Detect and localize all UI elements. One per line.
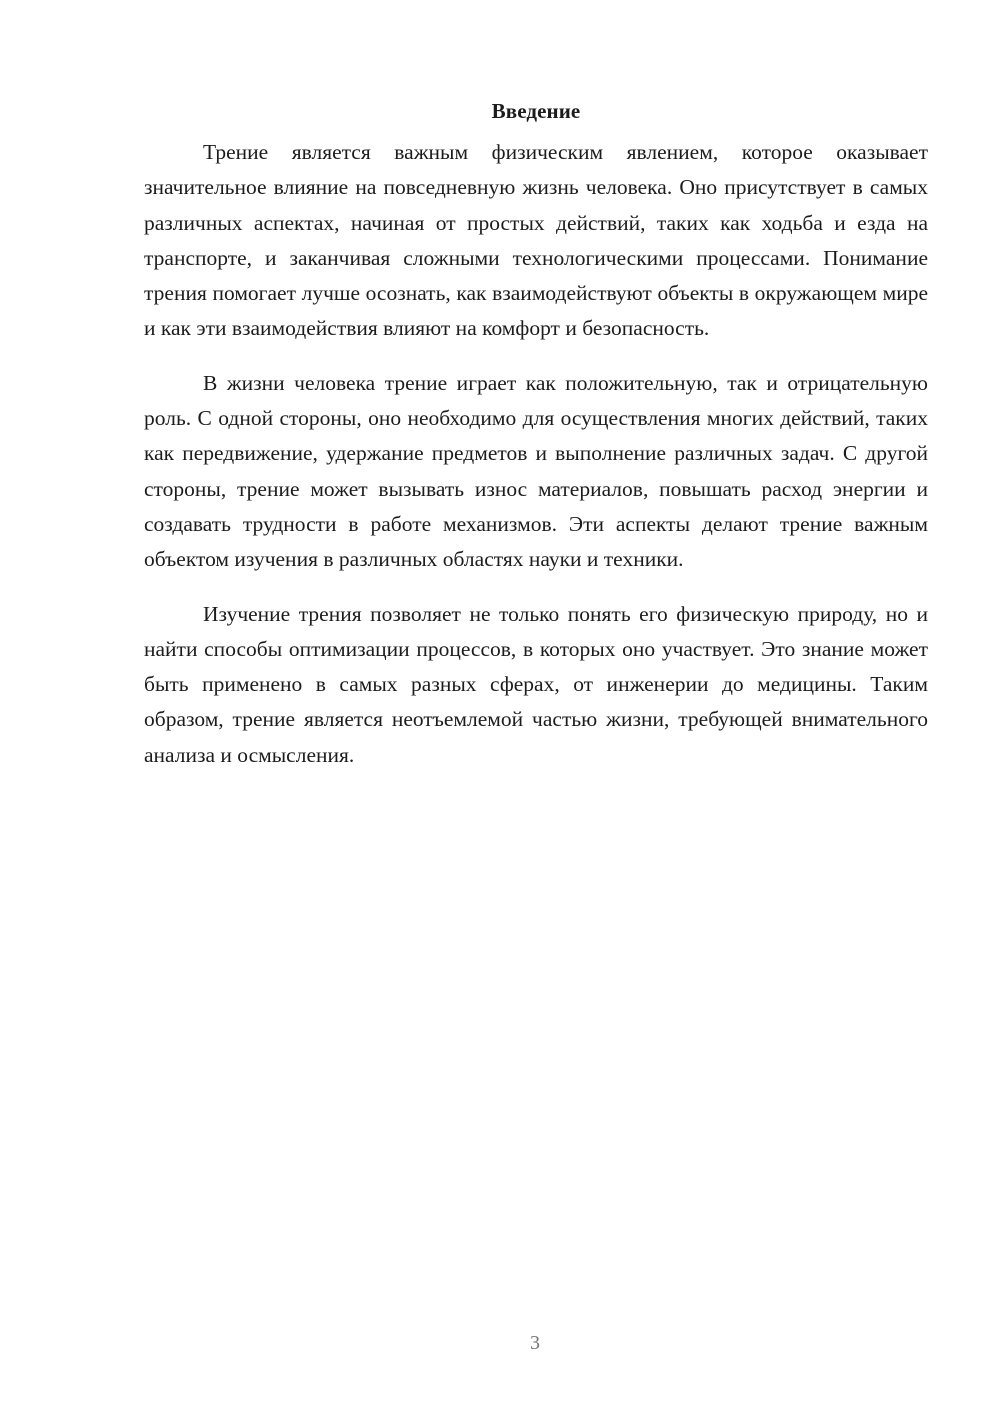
- paragraph-2: В жизни человека трение играет как положительную, так и отрицательную роль. С одной стороны, оно необходимо для осуществления многих действий, таких как передвижение, удержание предметов и выполнение различных задач. С другой стороны, трение может вызывать износ материалов, повышать расход энергии и создавать трудности в работе механизмов. Эти аспекты делают трение важным объектом изучения в различных областях науки и техники.: [144, 370, 928, 572]
- paragraph-1: Трение является важным физическим явлением, которое оказывает значительное влияние на повседневную жизнь человека. Оно присутствует в самых различных аспектах, начиная от простых действий, таких как ходьба и езда на транспорте, и заканчивая сложными технологическими процессами. Понимание трения помогает лучше осознать, как взаимодействуют объекты в окружающем мире и как эти взаимодействия влияют на комфорт и безопасность.: [144, 140, 928, 341]
- paragraph-3: Изучение трения позволяет не только понять его физическую природу, но и найти способы оптимизации процессов, в которых оно участвует. Это знание может быть применено в самых разных сферах, от инженерии до медицины. Таким образом, трение является неотъемлемой частью жизни, требующей внимательного анализа и осмысления.: [144, 601, 928, 767]
- page-number: 3: [530, 1332, 540, 1354]
- section-heading: Введение: [491, 99, 581, 123]
- page-content: [144, 94, 928, 792]
